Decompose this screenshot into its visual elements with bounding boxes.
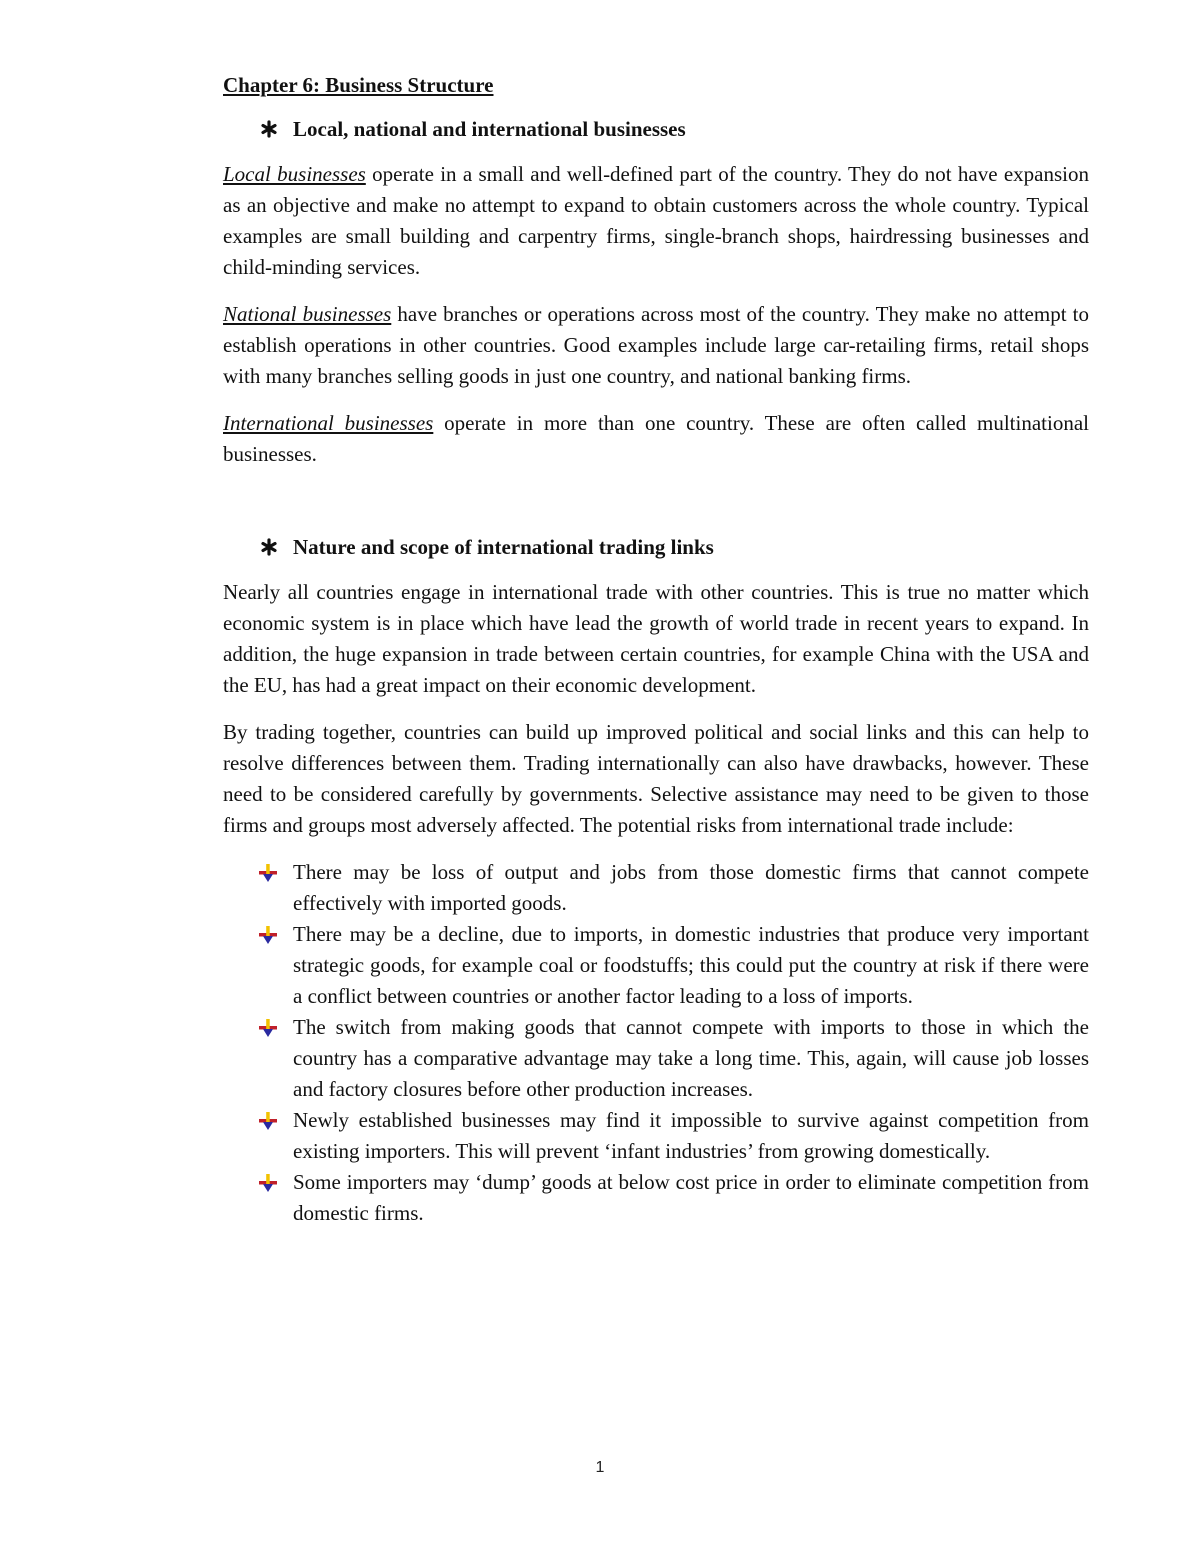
- arrow-cross-bullet-icon: [258, 1173, 278, 1193]
- paragraph-text: operate in more than one country. These are often called multinational businesses.: [223, 411, 1089, 466]
- section-heading-trading-links: [223, 532, 1089, 563]
- paragraph-local-businesses: [223, 159, 1089, 283]
- section-heading-text: Local, national and international businesses: [293, 117, 686, 141]
- section-heading-text: Nature and scope of international trading links: [293, 535, 714, 559]
- paragraph-national-businesses: [223, 299, 1089, 392]
- term-local-businesses: Local businesses: [223, 162, 366, 186]
- arrow-cross-bullet-icon: [258, 863, 278, 883]
- risk-text: There may be loss of output and jobs from those domestic firms that cannot compete effectively with imported goods.: [293, 860, 1089, 915]
- section-spacer: [223, 486, 1089, 532]
- paragraph-trading-risks: By trading together, countries can build up improved political and social links and this can help to resolve differences between them. Trading internationally can also have drawbacks, however. These need to be considered carefully by governments. Selective assistance may need to be given to those firms and groups most adversely affected. The potential risks from international trade include:: [223, 720, 1089, 837]
- term-national-businesses: National businesses: [223, 302, 392, 326]
- list-item: [223, 1167, 1089, 1229]
- list-item: [223, 857, 1089, 919]
- asterisk-bullet-icon: [260, 120, 278, 138]
- list-item: [223, 1012, 1089, 1105]
- list-item: [223, 919, 1089, 1012]
- arrow-cross-bullet-icon: [258, 925, 278, 945]
- risk-list: [223, 857, 1089, 1229]
- asterisk-bullet-icon: [260, 538, 278, 556]
- risk-text: There may be a decline, due to imports, in domestic industries that produce very important strategic goods, for example coal or foodstuffs; this could put the country at risk if there were a conflict between countries or another factor leading to a loss of imports.: [293, 922, 1089, 1008]
- paragraph-international-businesses: [223, 408, 1089, 470]
- arrow-cross-bullet-icon: [258, 1018, 278, 1038]
- arrow-cross-bullet-icon: [258, 1111, 278, 1131]
- risk-text: The switch from making goods that cannot compete with imports to those in which the country has a comparative advantage may take a long time. This, again, will cause job losses and factory closures before other production increases.: [293, 1015, 1089, 1101]
- paragraph-world-trade: Nearly all countries engage in international trade with other countries. This is true no matter which economic system is in place which have lead the growth of world trade in recent years to expand. In addition, the huge expansion in trade between certain countries, for example China with the USA and the EU, has had a great impact on their economic development.: [223, 580, 1089, 697]
- chapter-title: Chapter 6: Business Structure: [223, 73, 494, 97]
- document-page: [223, 70, 1089, 1229]
- list-item: [223, 1105, 1089, 1167]
- risk-text: Some importers may ‘dump’ goods at below cost price in order to eliminate competition from domestic firms.: [293, 1170, 1089, 1225]
- paragraph-text: have branches or operations across most of the country. They make no attempt to establish operations in other countries. Good examples include large car-retailing firms, retail shops with many branches selling goods in just one country, and national banking firms.: [223, 302, 1089, 388]
- paragraph-text: operate in a small and well-defined part of the country. They do not have expansion as an objective and make no attempt to expand to obtain customers across the whole country. Typical examples are small building and carpentry firms, single-branch shops, hairdressing businesses and child-minding services.: [223, 162, 1090, 279]
- section-heading-businesses: [223, 114, 1089, 145]
- risk-text: Newly established businesses may find it impossible to survive against competition from existing importers. This will prevent ‘infant industries’ from growing domestically.: [293, 1108, 1089, 1163]
- page-number: 1: [595, 1459, 605, 1476]
- term-international-businesses: International businesses: [223, 411, 434, 435]
